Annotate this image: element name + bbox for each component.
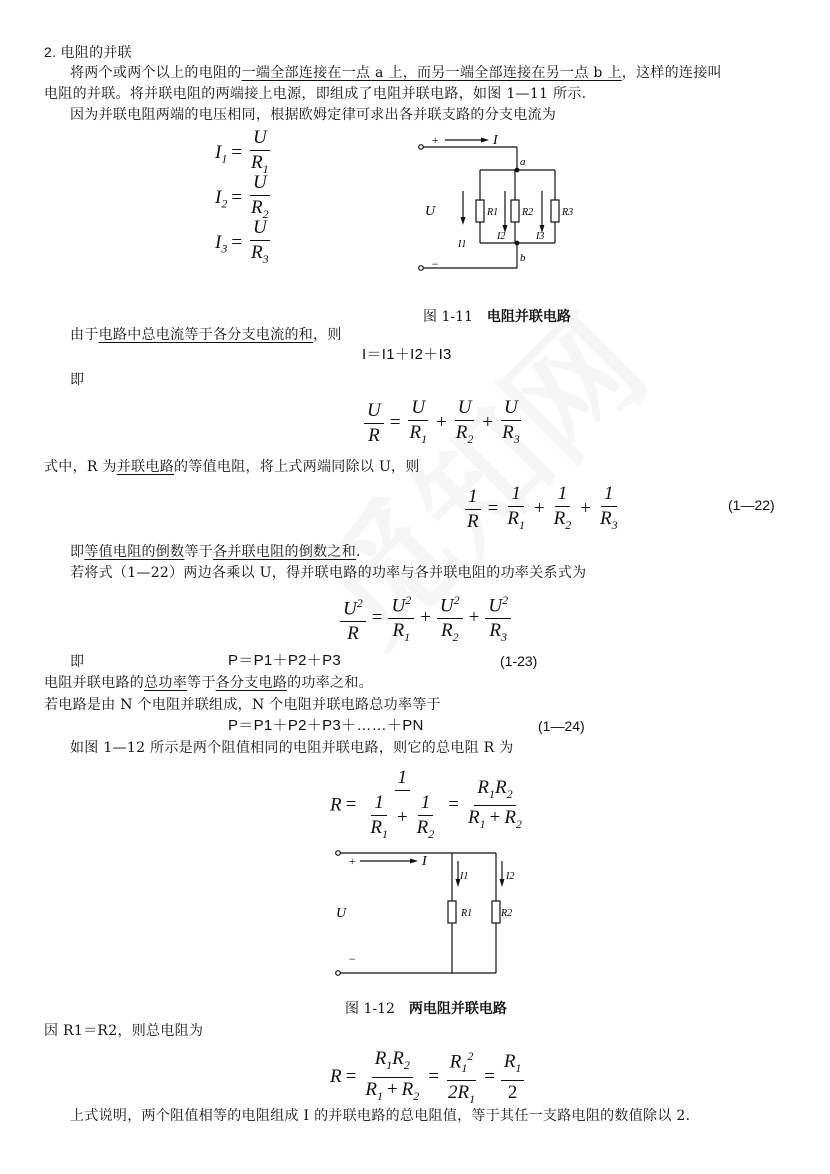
eqUR-sub-2: 2 [467,431,474,446]
eq22-sub-3: 3 [611,517,618,532]
eqE-equals-1: = [345,1065,357,1087]
para7-b: 等于 [187,675,216,691]
eq-power-sum: P＝P1＋P2＋P3 [228,652,342,669]
eqE-num-R1: R [374,1048,387,1070]
para5 [70,543,361,561]
para6: 若将式（1—22）两边各乘以 U，得并联电路的功率与各并联电阻的功率关系式为 [70,565,587,581]
eqT-equals-2: = [448,794,459,816]
ji-1: 即 [70,372,85,388]
eqE-den-plus: + [386,1078,398,1100]
fig11-R1: R1 [487,207,499,218]
ji-2: 即 [70,654,85,670]
fig11-node-a-label: a [520,156,526,168]
eqP-num-U2: U [439,595,454,617]
eqE-equals-2: = [428,1065,439,1087]
fig11-caption-num: 图 1-11 [423,309,473,325]
eqT-num-R1: R [477,776,489,798]
eq3-num: U [250,218,270,241]
eqP-den-R: R [347,623,359,645]
eqP-num-U: U [343,598,357,620]
para7-underline-2: 各分支电路 [215,675,288,691]
eq1-num: U [250,128,270,151]
para4-underline: 并联电路 [116,459,174,475]
eqT-num-sub-1: 1 [488,786,495,801]
eq22-den-R3: R [599,508,612,529]
eqE-num-R2: R [392,1048,404,1070]
eq22-den-R1: R [507,508,519,529]
eqT-equals-1: = [345,794,357,816]
eqT-inner-sub-2: 2 [428,826,435,841]
eqUR-plus-2: + [482,411,494,433]
eqUR-num-2: U [455,398,475,421]
eqP-den-R3: R [489,620,502,642]
eq22-den-R: R [467,510,479,532]
eq-number-1-24: (1—24) [538,718,585,734]
eqT-inner-R1: R [370,817,382,838]
eqP-plus-2: + [468,606,480,628]
eq3-lhs-sub: 3 [221,241,228,256]
eqUR-den-R2: R [455,422,468,443]
eq-UR-sum [362,398,525,449]
eqUR-den-R3: R [502,422,514,443]
eq2-lhs-sub: 2 [221,196,228,211]
para10: 因 R1＝R2，则总电阻为 [44,1023,204,1039]
eqUR-num-3: U [501,398,521,421]
eq22-num-b: 1 [555,484,571,507]
eq1-lhs: I [215,141,222,163]
eqP-equals: = [371,606,383,628]
eq-branch-3 [215,218,274,269]
fig11-I3: I3 [536,231,545,242]
para3-a: 由于 [70,327,99,343]
eqUR-sub-3: 3 [513,431,520,446]
eqT-den-plus: + [489,807,501,829]
eq22-equals: = [487,497,499,519]
para1-line2: 电阻的并联。将并联电阻的两端接上电源，即组成了电阻并联电路，如图 1—11 所示. [44,86,587,102]
para3-underline: 电路中总电流等于各分支电流的和 [98,327,314,343]
para4-b: 的等值电阻，将上式两端同除以 U，则 [174,459,420,475]
eqE-final-R: R [503,1051,516,1073]
eq2-den-sub: 2 [262,206,269,221]
eq1-den: R [251,152,263,173]
eqE-num-sub-1: 1 [386,1057,393,1072]
eqUR-sub-1: 1 [421,431,428,446]
eq22-num-c: 1 [601,484,617,507]
fig12-caption [345,998,507,1018]
eq1-lhs-sub: 1 [221,151,228,166]
eqUR-den-R: R [368,424,380,446]
eqE-sq-sup: 2 [467,1049,474,1063]
node-b [515,241,520,246]
eqUR-plus-1: + [436,411,447,433]
fig11-I2: I2 [497,231,506,242]
eqUR-num-U: U [364,401,384,424]
eq22-sub-2: 2 [565,517,572,532]
para7-underline-1: 总功率 [144,675,188,691]
eqT-num-R2: R [494,776,507,798]
eqE-den-sub-1: 1 [376,1088,383,1103]
eqE-lhs-R: R [330,1065,342,1087]
eq2-num: U [250,173,270,196]
fig12-minus: − [348,952,357,966]
eq-number-1-23: (1-23) [500,653,538,669]
para4 [44,458,420,476]
eqUR-den-R1: R [409,422,422,443]
eq2-den: R [251,197,263,218]
eq-two-parallel [330,768,527,844]
eq3-equals: = [231,231,243,253]
para5-a: 即 [70,544,85,560]
para4-a: 式中，R 为 [44,459,117,475]
eqP-sub-2: 2 [452,630,459,645]
fig11-minus: − [431,257,440,271]
eq3-frac [248,218,272,269]
fig12-R2: R2 [501,908,513,919]
eqP-num-U1: U [391,595,406,617]
eqE-sq-R: R [449,1051,462,1073]
fig11-R2: R2 [522,207,534,218]
para1-b: ，这样的连接叫 [621,65,722,81]
eqT-den-sub-1: 1 [479,817,486,832]
eqE-2R1-sub: 1 [469,1091,476,1106]
figure-1-11-circuit [415,125,595,285]
fig12-caption-title: 两电阻并联电路 [408,1001,507,1017]
eqT-den-R1: R [467,807,480,829]
eq3-den: R [251,242,263,263]
eqE-final-sub: 1 [515,1060,522,1075]
eqUR-num-1: U [408,398,428,421]
fig12-I1: I1 [460,871,469,882]
eq1-equals: = [231,141,243,163]
eq-power-sum-N: P＝P1＋P2＋P3＋……＋PN [228,717,424,734]
eq1-den-sub: 1 [262,161,269,176]
eqP-sub-1: 1 [404,630,411,645]
para8: 若电路是由 N 个电阻并联组成，N 个电阻并联电路总功率等于 [44,697,441,713]
para3-b: ，则 [313,327,342,343]
eqP-sub-3: 3 [501,630,508,645]
fig11-voltage-U: U [425,204,436,219]
eq22-plus-1: + [533,497,545,519]
eqT-inner-sub-1: 1 [381,826,388,841]
para5-underline-2: 各并联电阻的倒数之和 [213,544,357,560]
fig11-current-I: I [493,133,498,148]
eqP-sq-2: 2 [453,593,460,607]
eqP-sq-1: 2 [405,593,412,607]
para1-line1 [70,64,722,82]
eq3-lhs: I [215,231,222,253]
fig11-R3: R3 [562,207,574,218]
fig12-I2: I2 [506,871,515,882]
eqP-plus-1: + [420,606,431,628]
eqE-equals-3: = [484,1065,495,1087]
eqP-num-sq: 2 [356,595,363,610]
eqT-den-sub-2: 2 [515,817,522,832]
figure-1-12-circuit [330,845,515,980]
eqT-inner-num-1: 1 [371,793,387,816]
eqT-inner-R2: R [416,817,429,838]
eqE-num-sub-2: 2 [403,1057,410,1072]
eq-equal-resistors [330,1046,526,1109]
eqP-sq-3: 2 [502,593,509,607]
para5-underline-1: 等值电阻的倒数 [84,544,185,560]
eq22-sub-1: 1 [518,517,525,532]
eq2-lhs: I [215,186,222,208]
eq22-den-R2: R [553,508,566,529]
fig12-R1: R1 [461,908,473,919]
para2: 因为并联电阻两端的电压相同，根据欧姆定律可求出各并联支路的分支电流为 [70,107,557,123]
node-a [515,168,520,173]
fig11-plus: + [431,133,440,147]
fig12-voltage-U: U [336,906,347,921]
eqE-den-R2: R [401,1078,414,1100]
para7 [44,674,373,692]
fig12-caption-num: 图 1-12 [345,1001,395,1017]
fig11-caption-title: 电阻并联电路 [486,309,571,325]
eqP-den-R1: R [392,620,405,642]
section-title: 2. 电阻的并联 [44,44,132,60]
eq-power-ratio [338,590,513,647]
eqE-den-sub-2: 2 [413,1088,420,1103]
eqP-num-U3: U [488,595,503,617]
eqE-2R1: 2R [447,1082,470,1104]
para5-b: 等于 [184,544,214,560]
eq-current-sum: I＝I1＋I2＋I3 [362,346,452,363]
para11: 上式说明，两个阻值相等的电阻组成 I 的并联电路的总电阻值，等于其任一支路电阻的数值除以 2. [70,1108,691,1124]
eqT-inner-plus: + [396,806,408,828]
para5-c: . [356,544,361,560]
eqE-den-R1: R [365,1078,377,1100]
para7-c: 的功率之和。 [287,675,373,691]
eq22-num-a: 1 [508,484,524,507]
eqT-big-num: 1 [395,768,411,791]
para1-underline: 一端全部连接在一点 a 上，而另一端全部连接在另一点 b 上 [241,65,622,81]
eq-1-22 [462,484,623,535]
eqT-lhs-R: R [330,794,342,816]
eqT-den-R2: R [504,807,516,829]
fig12-current-I: I [422,854,427,869]
eq3-den-sub: 3 [262,251,269,266]
eq22-plus-2: + [580,497,591,519]
eqT-inner-num-2: 1 [418,793,434,816]
eqE-sq-sub: 1 [461,1061,468,1076]
eqE-final-2: 2 [507,1081,518,1103]
para3 [70,326,342,344]
para7-a: 电阻并联电路的 [44,675,145,691]
eq-number-1-22: (1—22) [728,497,775,513]
fig11-node-b-label: b [520,252,526,264]
para9: 如图 1—12 所示是两个阻值相同的电阻并联电路，则它的总电阻 R 为 [70,740,514,756]
eqP-den-R2: R [440,620,453,642]
eq22-num-1: 1 [465,487,481,510]
fig12-plus: + [348,854,357,868]
eqT-big-frac [362,768,442,844]
eqUR-equals: = [389,411,401,433]
fig11-caption [423,306,571,326]
eq2-equals: = [231,186,243,208]
eqT-num-sub-2: 2 [506,786,513,801]
para1-a: 将两个或两个以上的电阻的 [70,65,242,81]
fig11-I1: I1 [458,239,467,250]
